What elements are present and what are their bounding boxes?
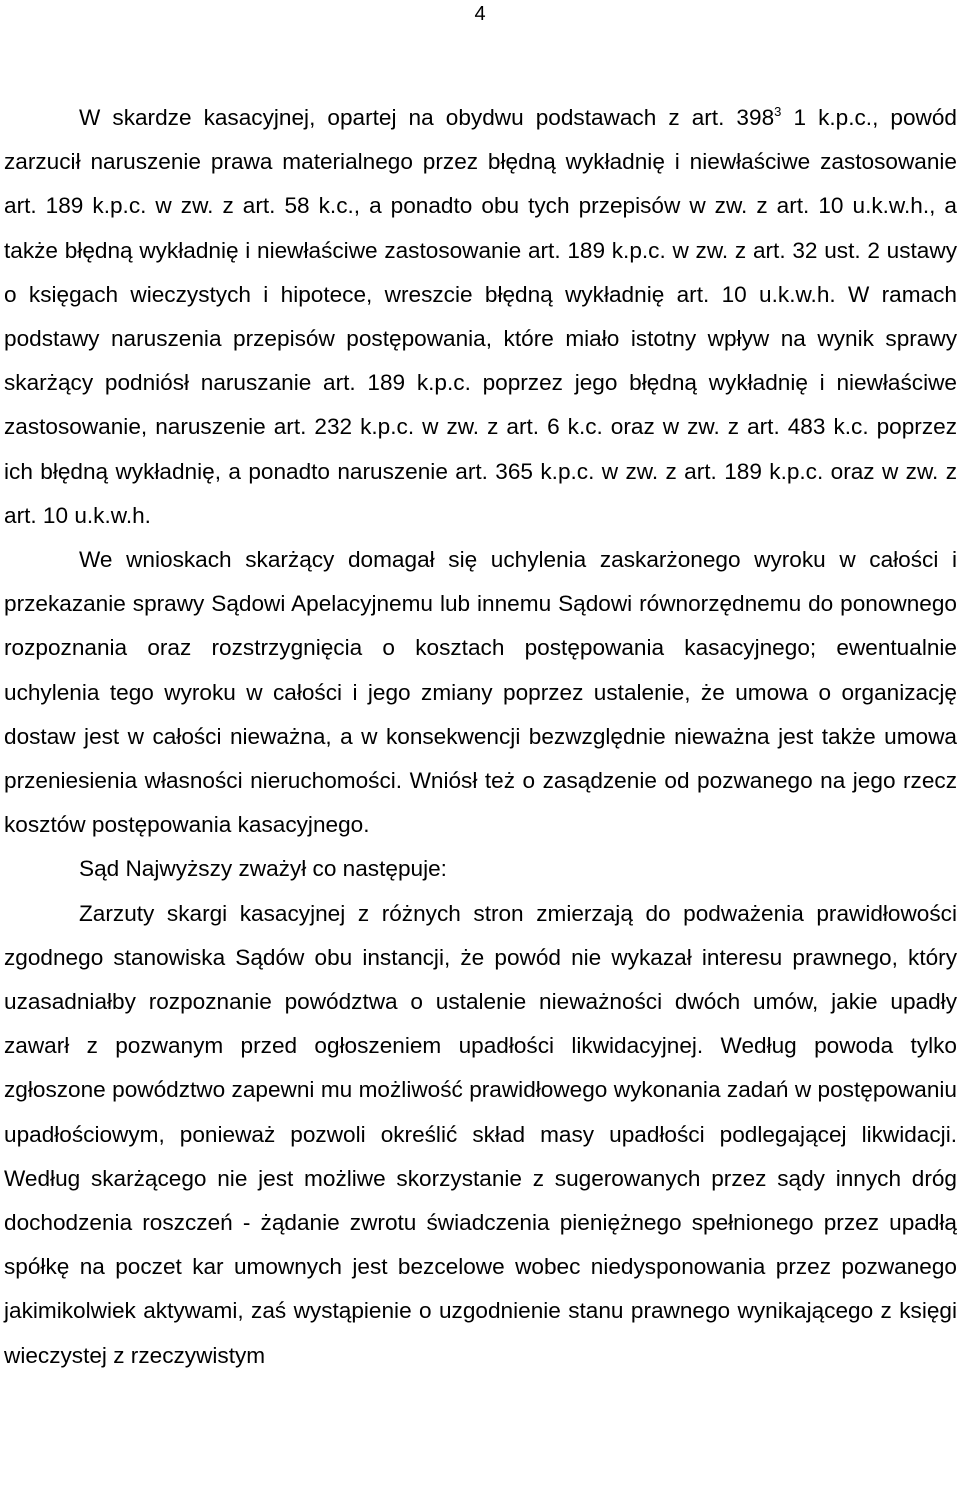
page-number: 4 [474,3,486,25]
paragraph-text-part: W skardze kasacyjnej, opartej na obydwu podstawach z art. 398 [79,105,775,130]
superscript-number: 3 [774,104,782,119]
paragraph-court-heading: Sąd Najwyższy zważył co następuje: [79,856,447,882]
document-body [4,96,957,1378]
paragraph-cassation-grounds [4,96,957,538]
paragraph-motions: We wnioskach skarżący domagał się uchylenia zaskarżonego wyroku w całości i przekazanie sprawy Sądowi Apelacyjnemu lub innemu Sądowi równorzędnemu do ponownego rozpoznania oraz rozstrzygnięcia o kosztach postępowania kasacyjnego; ewentualnie uchylenia tego wyroku w całości i jego zmiany poprzez ustalenie, że umowa o organizację dostaw jest w całości nieważna, a w konsekwencji bezwzględnie nieważna jest także umowa przeniesienia własności nieruchomości. Wniósł też o zasądzenie od pozwanego na jego rzecz kosztów postępowania kasacyjnego. [4,547,957,838]
paragraph-court-reasoning: Zarzuty skargi kasacyjnej z różnych stron zmierzają do podważenia prawidłowości zgodnego stanowiska Sądów obu instancji, że powód nie wykazał interesu prawnego, który uzasadniałby rozpoznanie powództwa o ustalenie nieważności dwóch umów, jakie upadły zawarł z pozwanym przed ogłoszeniem upadłości likwidacyjnej. Według powoda tylko zgłoszone powództwo zapewni mu możliwość prawidłowego wykonania zadań w postępowaniu upadłościowym, ponieważ pozwoli określić skład masy upadłości podlegającej likwidacji. Według skarżącego nie jest możliwe skorzystanie z sugerowanych przez sądy innych dróg dochodzenia roszczeń - żądanie zwrotu świadczenia pieniężnego spełnionego przez upadłą spółkę na poczet kar umownych jest bezcelowe wobec niedysponowania przez pozwanego jakimikolwiek aktywami, zaś wystąpienie o uzgodnienie stanu prawnego wynikającego z księgi wieczystej z rzeczywistym [4,900,957,1368]
paragraph-text-part: 1 k.p.c., powód zarzucił naruszenie prawa materialnego przez błędną wykładnię i niewłaściwe zastosowanie art. 189 k.p.c. w zw. z art. 58 k.c., a ponadto obu tych przepisów w zw. z art. 10 u.k.w.h., a także błędną wykładnię i niewłaściwe zastosowanie art. 189 k.p.c. w zw. z art. 32 ust. 2 ustawy o księgach wieczystych i hipotece, wreszcie błędną wykładnię art. 10 u.k.w.h. W ramach podstawy naruszenia przepisów postępowania, które miało istotny wpływ na wynik sprawy skarżący podniósł naruszanie art. 189 k.p.c. poprzez jego błędną wykładnię i niewłaściwe zastosowanie, naruszenie art. 232 k.p.c. w zw. z art. 6 k.c. oraz w zw. z art. 483 k.c. poprzez ich błędną wykładnię, a ponadto naruszenie art. 365 k.p.c. w zw. z art. 189 k.p.c. oraz w zw. z art. 10 u.k.w.h. [4,105,957,528]
